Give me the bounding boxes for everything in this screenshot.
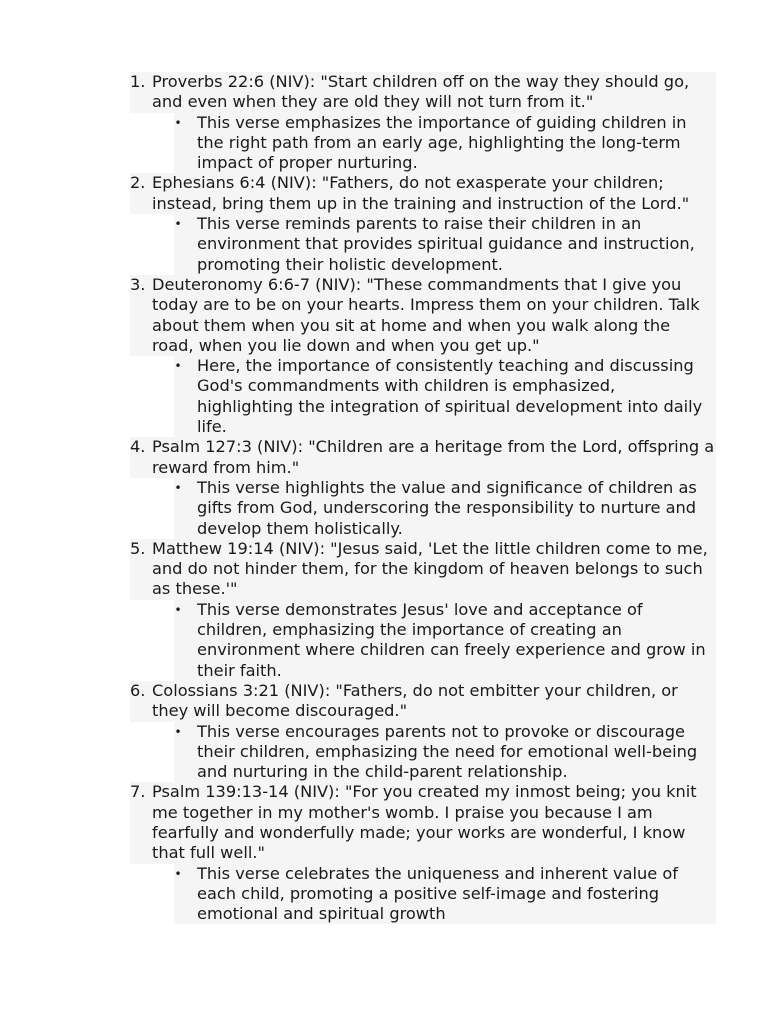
verse-item [130,275,716,437]
verse-number: 1. [130,72,146,91]
verse-item [130,437,716,538]
verse-quote: Deuteronomy 6:6-7 (NIV): "These commandments that I give you today are to be on your hearts. Impress them on your children. Talk about them when you sit at home and when you walk along the road, when you lie down and when you get up." [130,275,716,356]
bullet-icon: • [174,724,182,739]
verse-number: 4. [130,437,146,457]
verse-quote: Psalm 139:13-14 (NIV): "For you created my inmost being; you knit me together in my mother's womb. I praise you because I am fearfully and wonderfully made; your works are wonderful, I know that full well." [130,782,716,863]
verse-note-text: This verse celebrates the uniqueness and inherent value of each child, promoting a positive self-image and fostering emotional and spiritual growth [197,863,679,924]
verse-item [130,173,716,274]
document-body [130,72,716,924]
verse-note [174,356,716,437]
verse-note-text: This verse encourages parents not to provoke or discourage their children, emphasizing the need for emotional well-being and nurturing in the child-parent relationship. [197,721,698,782]
verse-number: 5. [130,538,146,558]
verse-quote: Ephesians 6:4 (NIV): "Fathers, do not exasperate your children; instead, bring them up in the training and instruction of the Lord." [130,173,716,214]
verse-note-text: Here, the importance of consistently teaching and discussing God's commandments with children is emphasized, highlighting the integration of spiritual development into daily life. [197,356,703,437]
verse-item [130,72,716,173]
verse-number: 7. [130,782,146,802]
verse-number: 3. [130,274,146,294]
verse-note-text: This verse reminds parents to raise their children in an environment that provides spiritual guidance and instruction, promoting their holistic development. [197,214,695,274]
verse-note-text: This verse emphasizes the importance of guiding children in the right path from an early age, highlighting the long-term impact of proper nurturing. [197,112,687,173]
bullet-icon: • [174,359,182,374]
verse-note [174,214,716,275]
verse-quote: Psalm 127:3 (NIV): "Children are a heritage from the Lord, offspring a reward from him." [130,437,716,478]
verse-note [174,600,716,681]
verse-list [130,72,716,924]
verse-note-text: This verse demonstrates Jesus' love and acceptance of children, emphasizing the importance of creating an environment where children can freely experience and grow in their faith. [197,599,706,680]
verse-note-text: This verse highlights the value and significance of children as gifts from God, underscoring the responsibility to nurture and develop them holistically. [197,477,697,538]
bullet-icon: • [174,602,182,617]
bullet-icon: • [174,217,182,232]
verse-item [130,782,716,924]
verse-quote: Matthew 19:14 (NIV): "Jesus said, 'Let the little children come to me, and do not hinder them, for the kingdom of heaven belongs to such as these.'" [130,539,716,600]
verse-item [130,539,716,681]
verse-note [174,478,716,539]
verse-number: 2. [130,173,146,193]
bullet-icon: • [174,480,182,495]
verse-note [174,864,716,925]
verse-quote: Colossians 3:21 (NIV): "Fathers, do not embitter your children, or they will become discouraged." [130,681,716,722]
verse-note [174,722,716,783]
verse-item [130,681,716,782]
verse-number: 6. [130,680,146,700]
verse-quote: Proverbs 22:6 (NIV): "Start children off on the way they should go, and even when they are old they will not turn from it." [130,72,716,113]
bullet-icon: • [174,115,182,130]
verse-note [174,113,716,174]
bullet-icon: • [174,866,182,881]
